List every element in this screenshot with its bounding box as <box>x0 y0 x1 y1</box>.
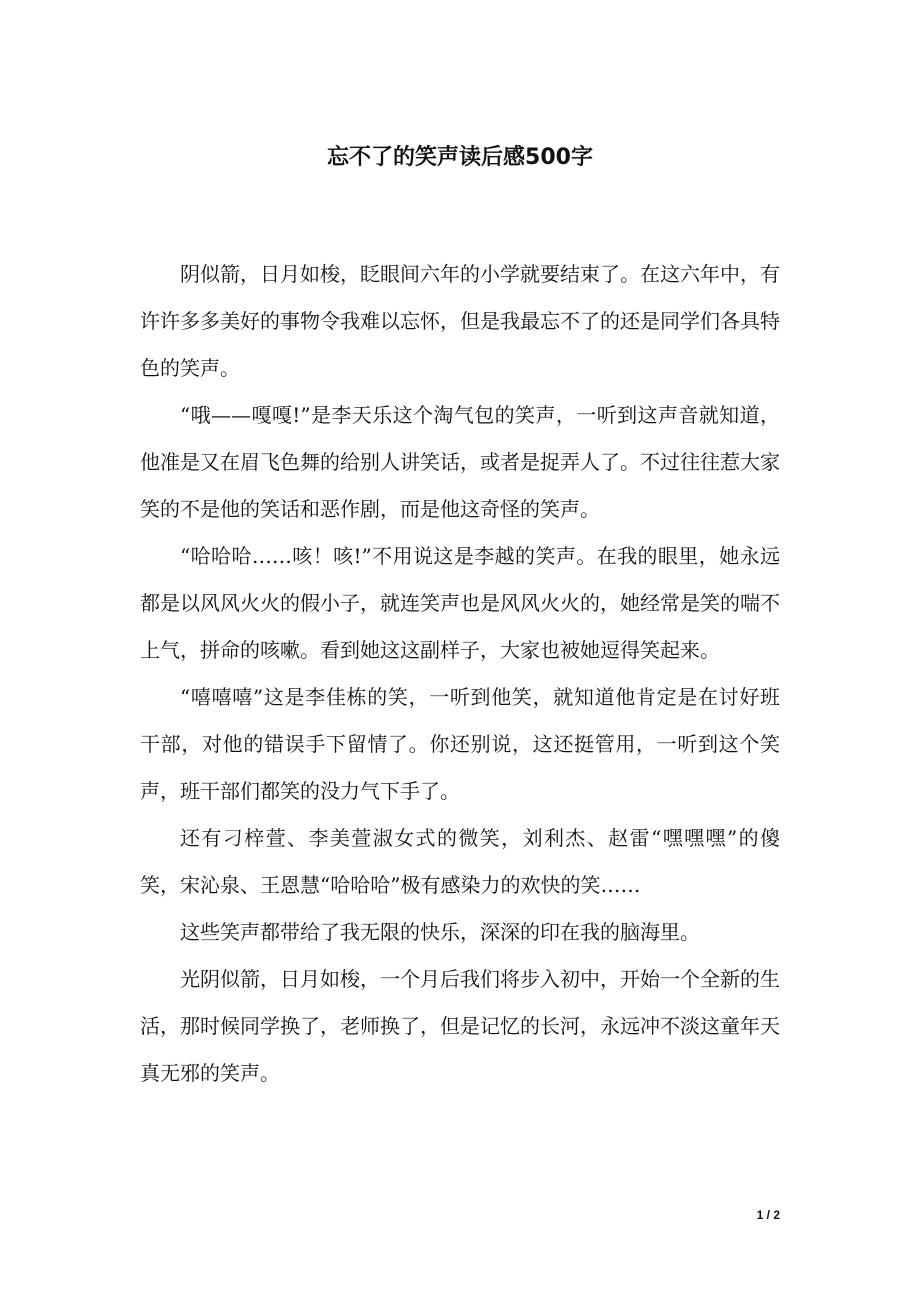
paragraph: 阴似箭，日月如梭，眨眼间六年的小学就要结束了。在这六年中，有许许多多美好的事物令我难以忘怀，但是我最忘不了的还是同学们各具特色的笑声。 <box>140 262 780 380</box>
paragraph: “哦——嘎嘎!”是李天乐这个淘气包的笑声，一听到这声音就知道，他准是又在眉飞色舞的给别人讲笑话，或者是捉弄人了。不过往往惹大家笑的不是他的笑话和恶作剧，而是他这奇怪的笑声。 <box>140 403 780 521</box>
paragraph: “哈哈哈……咳！咳!”不用说这是李越的笑声。在我的眼里，她永远都是以风风火火的假小子，就连笑声也是风风火火的，她经常是笑的喘不上气，拼命的咳嗽。看到她这这副样子，大家也被她逗得笑起来。 <box>140 544 780 662</box>
page-number: 1 / 2 <box>756 1208 780 1222</box>
document-title: 忘不了的笑声读后感500字 <box>327 145 593 170</box>
paragraph: 这些笑声都带给了我无限的快乐，深深的印在我的脑海里。 <box>180 920 700 944</box>
paragraph: 光阴似箭，日月如梭，一个月后我们将步入初中，开始一个全新的生活，那时候同学换了，老师换了，但是记忆的长河，永远冲不淡这童年天真无邪的笑声。 <box>140 967 780 1085</box>
paragraph: 还有刁梓萱、李美萱淑女式的微笑，刘利杰、赵雷“嘿嘿嘿”的傻笑，宋沁泉、王恩慧“哈哈哈”极有感染力的欢快的笑…… <box>140 826 780 897</box>
paragraph: “嘻嘻嘻”这是李佳栋的笑，一听到他笑，就知道他肯定是在讨好班干部，对他的错误手下留情了。你还别说，这还挺管用，一听到这个笑声，班干部们都笑的没力气下手了。 <box>140 685 780 803</box>
document-body <box>140 251 780 1097</box>
